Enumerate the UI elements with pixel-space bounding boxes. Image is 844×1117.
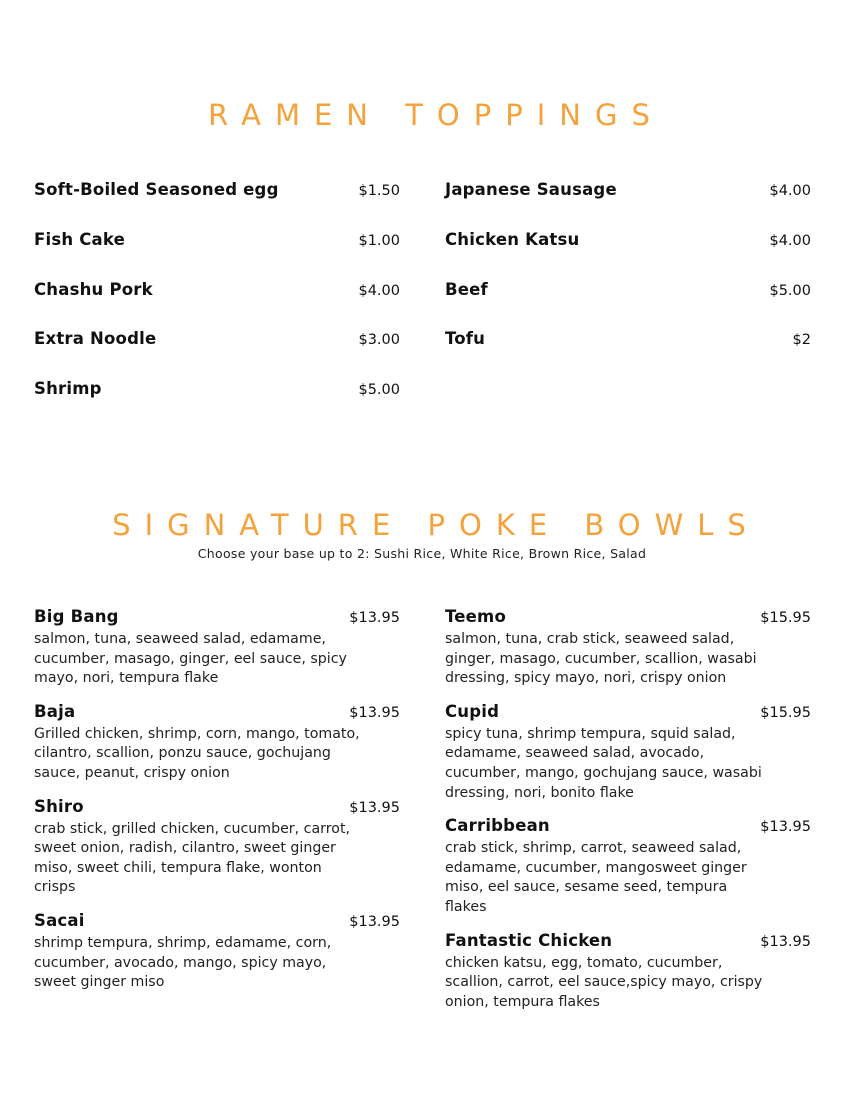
bowl-name: Shiro	[34, 796, 84, 816]
poke-bowls-title: SIGNATURE POKE BOWLS	[112, 508, 760, 542]
topping-name: Fish Cake	[34, 229, 126, 249]
bowl-item	[34, 607, 400, 689]
topping-item	[34, 280, 400, 330]
topping-price: $2	[792, 332, 811, 349]
topping-price: $4.00	[769, 232, 811, 249]
bowl-price: $13.95	[760, 819, 811, 836]
poke-bowls-subtitle: Choose your base up to 2: Sushi Rice, White Rice, Brown Rice, Salad	[197, 546, 647, 561]
topping-name: Chashu Pork	[34, 279, 153, 299]
bowls-left-column	[34, 607, 400, 1006]
bowl-item	[445, 931, 811, 1013]
topping-name: Shrimp	[34, 379, 102, 399]
bowl-description: spicy tuna, shrimp tempura, squid salad, edamame, seaweed salad, avocado, cucumber, mango, gochujang sauce, wasabi dressing, nori, bonito flake	[445, 725, 762, 801]
bowl-item	[445, 607, 811, 689]
topping-item	[34, 329, 400, 379]
bowl-name: Baja	[34, 701, 76, 721]
topping-item	[34, 230, 400, 280]
bowl-name: Sacai	[34, 910, 85, 930]
bowl-name: Teemo	[445, 607, 506, 626]
topping-price: $5.00	[358, 382, 400, 399]
topping-name: Japanese Sausage	[445, 180, 617, 199]
toppings-right-column	[445, 180, 811, 379]
bowl-price: $13.95	[349, 913, 400, 930]
bowl-price: $13.95	[349, 799, 400, 816]
bowls-right-column	[445, 607, 811, 1025]
topping-item	[445, 280, 811, 330]
topping-price: $5.00	[769, 282, 811, 299]
bowl-item	[34, 702, 400, 784]
bowl-item	[34, 797, 400, 898]
bowl-name: Big Bang	[34, 607, 119, 626]
bowl-price: $15.95	[760, 704, 811, 721]
ramen-toppings-title: RAMEN TOPPINGS	[208, 98, 664, 132]
bowl-description: crab stick, grilled chicken, cucumber, carrot, sweet onion, radish, cilantro, sweet ginger miso, sweet chili, tempura flake, wonton crisps	[34, 820, 351, 896]
bowl-description: salmon, tuna, seaweed salad, edamame, cucumber, masago, ginger, eel sauce, spicy mayo, nori, tempura flake	[34, 631, 347, 687]
bowl-description: crab stick, shrimp, carrot, seaweed salad, edamame, cucumber, mangosweet ginger miso, eel sauce, sesame seed, tempura flakes	[445, 840, 747, 915]
topping-price: $1.50	[358, 183, 400, 199]
topping-price: $4.00	[769, 183, 811, 199]
toppings-left-column	[34, 180, 400, 429]
topping-item	[34, 180, 400, 230]
topping-name: Chicken Katsu	[445, 229, 580, 249]
topping-name: Extra Noodle	[34, 329, 157, 349]
bowl-name: Fantastic Chicken	[445, 930, 613, 950]
topping-price: $1.00	[358, 232, 400, 249]
bowl-price: $13.95	[349, 704, 400, 721]
topping-name: Soft-Boiled Seasoned egg	[34, 180, 279, 199]
bowl-price: $13.95	[349, 610, 400, 626]
bowl-price: $15.95	[760, 610, 811, 626]
topping-name: Tofu	[445, 329, 486, 349]
topping-item	[34, 379, 400, 429]
topping-price: $4.00	[358, 282, 400, 299]
bowl-price: $13.95	[760, 933, 811, 950]
bowl-item	[34, 911, 400, 993]
bowl-description: Grilled chicken, shrimp, corn, mango, tomato, cilantro, scallion, ponzu sauce, gochujang sauce, peanut, crispy onion	[34, 725, 360, 781]
bowl-name: Cupid	[445, 701, 500, 721]
bowl-description: shrimp tempura, shrimp, edamame, corn, cucumber, avocado, mango, spicy mayo, sweet ginger miso	[34, 934, 332, 991]
bowl-item	[445, 702, 811, 803]
topping-name: Beef	[445, 279, 488, 299]
bowl-name: Carribbean	[445, 816, 550, 836]
bowl-description: salmon, tuna, crab stick, seaweed salad, ginger, masago, cucumber, scallion, wasabi dressing, spicy mayo, nori, crispy onion	[445, 631, 757, 687]
topping-item	[445, 230, 811, 280]
bowl-description: chicken katsu, egg, tomato, cucumber, scallion, carrot, eel sauce,spicy mayo, crispy onion, tempura flakes	[445, 954, 763, 1010]
topping-item	[445, 180, 811, 230]
bowl-item	[445, 816, 811, 917]
topping-price: $3.00	[358, 332, 400, 349]
topping-item	[445, 329, 811, 379]
